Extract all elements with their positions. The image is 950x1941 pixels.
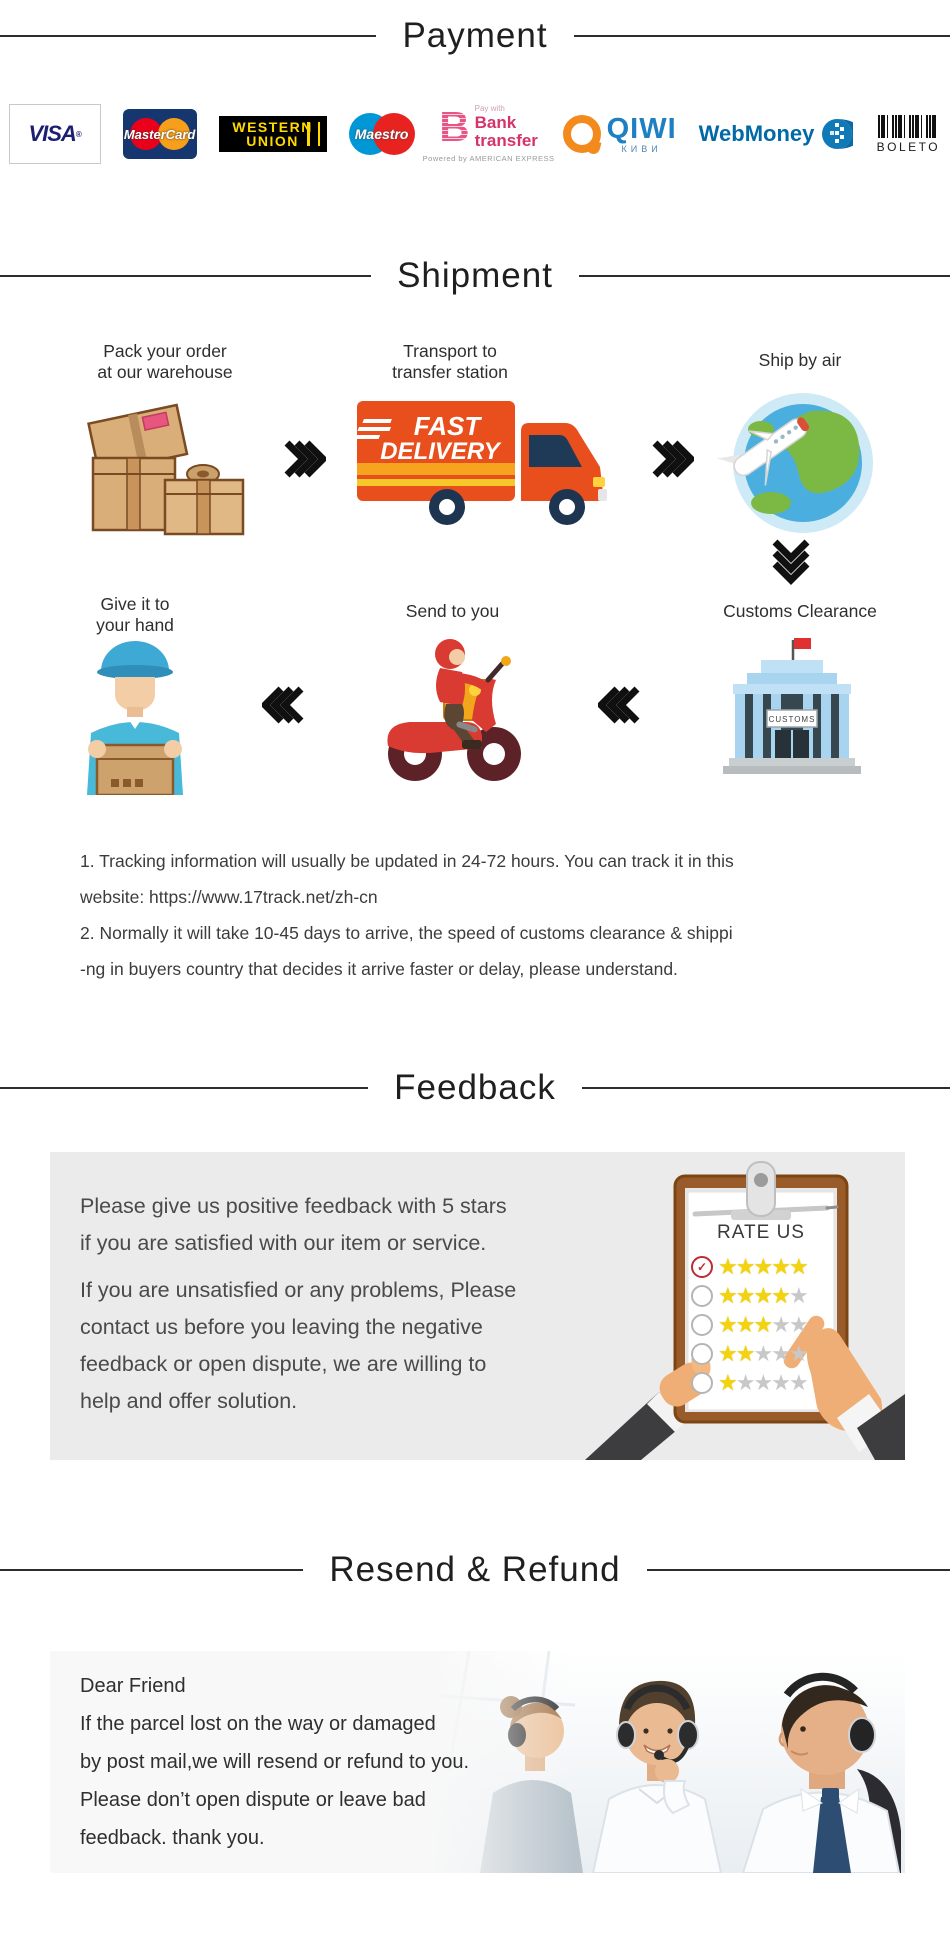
note-line: 1. Tracking information will usually be updated in 24-72 hours. You can track it in this	[80, 851, 734, 871]
radio-empty-icon	[691, 1285, 713, 1307]
star-rating	[718, 1253, 807, 1279]
star-icon-filled: ★	[718, 1369, 736, 1395]
feedback-text	[80, 1188, 516, 1420]
chevron-left-icon	[598, 686, 640, 724]
webmoney-globe-icon	[821, 118, 853, 150]
star-icon-filled: ★	[753, 1311, 772, 1337]
rate-row	[689, 1310, 833, 1339]
note-line: 2. Normally it will take 10-45 days to arrive, the speed of customs clearance & shippi	[80, 923, 733, 943]
rate-row	[689, 1339, 833, 1368]
divider-line	[0, 1087, 368, 1089]
star-icon-filled: ★	[753, 1282, 772, 1308]
mastercard-logo	[123, 109, 197, 159]
rate-us-panel	[689, 1222, 833, 1397]
shipment-title: Shipment	[397, 256, 553, 295]
rate-row	[689, 1252, 833, 1281]
feedback-line: help and offer solution.	[80, 1389, 298, 1413]
star-icon-empty: ★	[753, 1340, 772, 1366]
feedback-line: contact us before you leaving the negative	[80, 1315, 483, 1339]
star-icon-empty: ★	[788, 1369, 807, 1395]
shipment-notes	[80, 843, 890, 987]
feedback-line: feedback or open dispute, we are willing to	[80, 1352, 487, 1376]
scooter-courier-icon	[370, 628, 535, 786]
star-icon-filled: ★	[718, 1253, 736, 1279]
step-label-send: Send to you	[405, 601, 500, 621]
star-icon-filled: ★	[753, 1253, 772, 1279]
western-union-logo	[219, 116, 327, 152]
chevron-right-icon	[284, 440, 326, 478]
star-icon-filled: ★	[735, 1311, 754, 1337]
qiwi-sub-label: КИВИ	[621, 143, 662, 154]
star-icon-filled: ★	[718, 1282, 736, 1308]
qiwi-label: QIWI	[606, 112, 677, 145]
divider-line	[0, 35, 376, 37]
star-icon-filled: ★	[718, 1340, 736, 1366]
rate-us-title: RATE US	[717, 1222, 805, 1243]
rate-rows	[689, 1252, 833, 1397]
star-icon-empty: ★	[771, 1369, 789, 1395]
step-label-air: Ship by air	[758, 350, 842, 370]
divider-line	[0, 275, 371, 277]
star-icon-filled: ★	[718, 1311, 736, 1337]
star-rating	[718, 1340, 807, 1366]
qiwi-q-icon	[563, 115, 601, 153]
divider-line	[579, 275, 950, 277]
chevron-down-icon	[772, 538, 810, 586]
boleto-label: BOLETO	[876, 139, 941, 154]
feedback-line: if you are satisfied with our item or service.	[80, 1231, 487, 1255]
feedback-line: If you are unsatisfied or any problems, Please	[80, 1278, 517, 1302]
customs-building-icon	[705, 630, 877, 780]
shipment-section-header	[0, 256, 950, 296]
step-label-customs: Customs Clearance	[723, 601, 877, 621]
feedback-title: Feedback	[394, 1068, 556, 1107]
feedback-section-header	[0, 1068, 950, 1108]
payment-section-header	[0, 16, 950, 56]
star-icon-empty: ★	[771, 1340, 789, 1366]
bank-transfer-logo	[422, 103, 555, 163]
feedback-box	[50, 1152, 905, 1460]
divider-line	[574, 35, 950, 37]
star-rating	[718, 1369, 807, 1395]
visa-logo	[9, 104, 101, 164]
resend-refund-section-header	[0, 1550, 950, 1590]
rate-row	[689, 1281, 833, 1310]
star-rating	[718, 1282, 807, 1308]
bank-transfer-b-icon: B	[439, 103, 470, 151]
star-rating	[718, 1311, 807, 1337]
svg-text:DELIVERY: DELIVERY	[380, 438, 500, 465]
visa-label: VISA	[28, 121, 76, 146]
resend-refund-title: Resend & Refund	[329, 1550, 621, 1589]
western-union-line1: WESTERN	[232, 119, 313, 135]
step-label-transport: Transport to transfer station	[392, 341, 508, 382]
webmoney-label: WebMoney	[698, 121, 815, 146]
resend-refund-text	[80, 1667, 469, 1857]
radio-empty-icon	[691, 1343, 713, 1365]
note-line-tracking-url: website: https://www.17track.net/zh-cn	[80, 887, 378, 907]
bank-transfer-powered-by: Powered by AMERICAN EXPRESS	[422, 153, 555, 163]
divider-line	[647, 1569, 950, 1571]
star-icon-empty: ★	[788, 1340, 807, 1366]
payment-title: Payment	[402, 16, 548, 55]
divider-line	[0, 1569, 303, 1571]
star-icon-filled: ★	[771, 1282, 789, 1308]
mastercard-label: MasterCard	[123, 126, 196, 142]
step-label-pack: Pack your order at our warehouse	[97, 341, 233, 382]
maestro-logo	[349, 111, 415, 157]
chevron-right-icon	[652, 440, 694, 478]
refund-line: Please don’t open dispute or leave bad	[80, 1789, 426, 1811]
call-center-photo	[425, 1651, 905, 1873]
svg-text:CUSTOMS: CUSTOMS	[768, 715, 816, 724]
webmoney-logo	[699, 118, 854, 150]
delivery-truck-icon	[355, 383, 620, 535]
note-line: -ng in buyers country that decides it arrive faster or delay, please understand.	[80, 959, 678, 979]
resend-refund-box	[50, 1651, 905, 1873]
star-icon-empty: ★	[788, 1282, 807, 1308]
divider-line	[582, 1087, 950, 1089]
payment-methods-row	[0, 98, 950, 170]
delivery-man-icon	[75, 633, 195, 795]
refund-line: If the parcel lost on the way or damaged	[80, 1713, 436, 1735]
star-icon-empty: ★	[753, 1369, 772, 1395]
star-icon-empty: ★	[771, 1311, 789, 1337]
feedback-line: Please give us positive feedback with 5 stars	[80, 1194, 507, 1218]
visa-reg-mark: ®	[75, 129, 81, 139]
star-icon-filled: ★	[735, 1253, 754, 1279]
rate-us-clipboard-scene	[575, 1152, 905, 1460]
star-icon-filled: ★	[735, 1282, 754, 1308]
package-boxes-icon	[75, 388, 255, 538]
rate-row	[689, 1368, 833, 1397]
star-icon-filled: ★	[788, 1253, 807, 1279]
star-icon-empty: ★	[735, 1369, 754, 1395]
globe-airplane-icon	[715, 385, 880, 537]
maestro-label: Maestro	[354, 126, 409, 142]
boleto-logo	[875, 115, 941, 154]
refund-line: feedback. thank you.	[80, 1827, 265, 1849]
radio-empty-icon	[691, 1314, 713, 1336]
refund-line: by post mail,we will resend or refund to you.	[80, 1751, 470, 1773]
bank-transfer-paywith: Pay with	[474, 104, 505, 114]
star-icon-filled: ★	[735, 1340, 754, 1366]
star-icon-empty: ★	[788, 1311, 807, 1337]
boleto-barcode-icon	[878, 115, 938, 138]
qiwi-logo	[563, 112, 677, 154]
step-label-hand: Give it to your hand	[96, 594, 174, 635]
western-union-line2: UNION	[246, 133, 299, 149]
bank-transfer-line2: transfer	[474, 130, 538, 150]
refund-line: Dear Friend	[80, 1675, 186, 1697]
bank-transfer-line1: Bank	[474, 112, 517, 132]
radio-empty-icon	[691, 1372, 713, 1394]
western-union-bars	[307, 122, 320, 146]
chevron-left-icon	[262, 686, 304, 724]
svg-text:FAST: FAST	[413, 411, 481, 441]
radio-checked-icon: ✓	[691, 1256, 713, 1278]
star-icon-filled: ★	[771, 1253, 789, 1279]
